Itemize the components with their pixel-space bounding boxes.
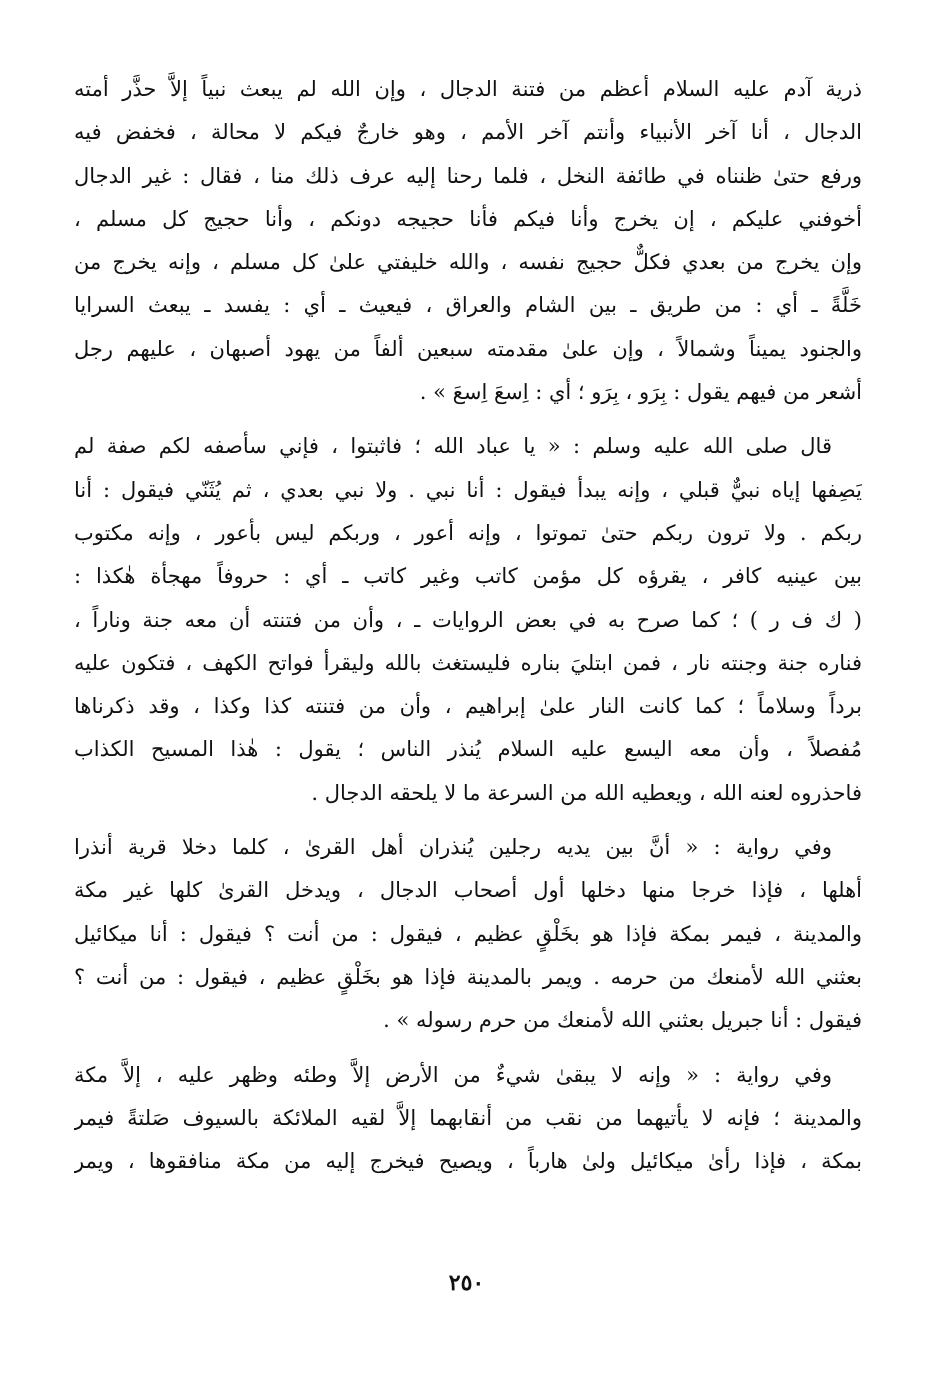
paragraph-2 [74, 425, 862, 815]
page-number: ٢٥٠ [448, 1270, 485, 1296]
text-line: مُفصلاً ، وأن معه اليسع عليه السلام يُنذر الناس ؛ يقول : هٰذا المسيح الكذاب [74, 737, 862, 762]
text-line: بمكة ، فإذا رأىٰ ميكائيل ولىٰ هارباً ، ويصيح فيخرج إليه من مكة منافقوها ، ويمر [74, 1149, 862, 1174]
text-line: فيقول : أنا جبريل بعثني الله لأمنعك من حرم رسوله » . [383, 1008, 862, 1033]
text-line: برداً وسلاماً ؛ كما كانت النار علىٰ إبراهيم ، وأن من فتنته كذا وكذا ، وقد ذكرناها [74, 694, 862, 719]
text-line: الدجال ، أنا آخر الأنبياء وأنتم آخر الأمم ، وهو خارجٌ فيكم لا محالة ، فخفض فيه [74, 120, 862, 145]
text-line: ورفع حتىٰ ظنناه في طائفة النخل ، فلما رحنا إليه عرف ذلك منا ، فقال : غير الدجال [74, 163, 862, 188]
text-line: والجنود يميناً وشمالاً ، وإن علىٰ مقدمته سبعين ألفاً من يهود أصبهان ، عليهم رجل [74, 336, 862, 361]
text-line: وفي رواية : « وإنه لا يبقىٰ شيءٌ من الأرض إلاَّ وطئه وظهر عليه ، إلاَّ مكة [74, 1062, 832, 1087]
text-line: بين عينيه كافر ، يقرؤه كل مؤمن كاتب وغير كاتب ـ أي : حروفاً مهجأة هٰكذا : [74, 564, 862, 589]
text-line: أخوفني عليكم ، إن يخرج وأنا فيكم فأنا حجيجه دونكم ، وأنا حجيج كل مسلم ، [74, 206, 862, 231]
text-line: ذرية آدم عليه السلام أعظم من فتنة الدجال ، وإن الله لم يبعث نبياً إلاَّ حذَّر أمته [74, 77, 862, 101]
text-line: قال صلى الله عليه وسلم : « يا عباد الله ؛ فاثبتوا ، فإني سأصفه لكم صفة لم [74, 434, 832, 459]
text-line: ربكم . ولا ترون ربكم حتىٰ تموتوا ، وإنه أعور ، وربكم ليس بأعور ، وإنه مكتوب [74, 520, 862, 545]
paragraph-1 [74, 68, 862, 414]
text-line: فناره جنة وجنته نار ، فمن ابتليَ بناره فليستغث بالله وليقرأ فواتح الكهف ، فتكون عليه [74, 650, 862, 675]
text-line: ( ك ف ر ) ؛ كما صرح به في بعض الروايات ـ ، وأن من فتنته أن معه جنة وناراً ، [74, 607, 862, 632]
text-line: فاحذروه لعنه الله ، ويعطيه الله من السرعة ما لا يلحقه الدجال . [311, 780, 862, 805]
text-line: خَلَّةً ـ أي : من طريق ـ بين الشام والعراق ، فيعيث ـ أي : يفسد ـ يبعث السرايا [74, 293, 862, 318]
text-line: أهلها ، فإذا خرجا منها دخلها أول أصحاب الدجال ، ويدخل القرىٰ كلها غير مكة [74, 878, 862, 903]
text-line: وفي رواية : « أنَّ بين يديه رجلين يُنذران أهل القرىٰ ، كلما دخلا قرية أنذرا [74, 835, 832, 860]
page-body [74, 68, 862, 1194]
text-line: بعثني الله لأمنعك من حرمه . ويمر بالمدينة فإذا هو بخَلْقٍ عظيم ، فيقول : من أنت ؟ [74, 964, 862, 989]
text-line: والمدينة ، فيمر بمكة فإذا هو بخَلْقٍ عظيم ، فيقول : من أنت ؟ فيقول : أنا ميكائيل [74, 921, 862, 946]
paragraph-3 [74, 826, 862, 1042]
paragraph-4 [74, 1054, 862, 1184]
text-line: وإن يخرج من بعدي فكلٌّ حجيج نفسه ، والله خليفتي علىٰ كل مسلم ، وإنه يخرج من [74, 250, 862, 275]
text-line: والمدينة ؛ فإنه لا يأتيهما من نقب من أنقابهما إلاَّ لقيه الملائكة بالسيوف صَلتةً فيمر [74, 1105, 862, 1130]
text-line: أشعر من فيهم يقول : بِرَو ، بِرَو ؛ أي : اِسعَ اِسعَ » . [419, 380, 862, 405]
text-line: يَصِفها إياه نبيٌّ قبلي ، وإنه يبدأ فيقول : أنا نبي . ولا نبي بعدي ، ثم يُثَنّي فيقول : أنا [74, 477, 862, 502]
